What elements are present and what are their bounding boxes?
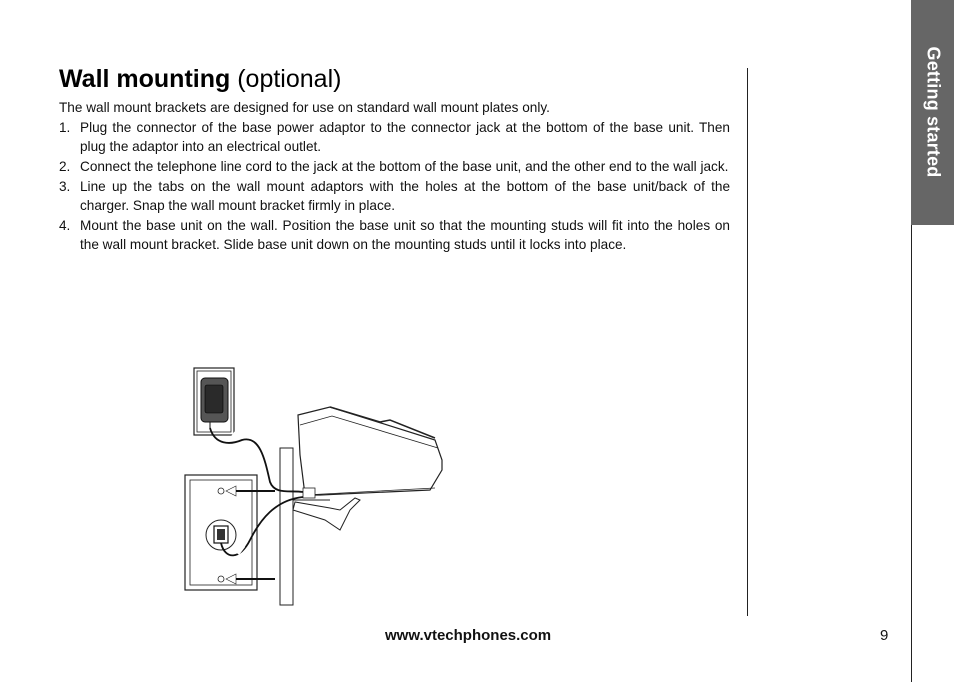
page-number: 9 [880,627,889,644]
phone-wall-jack-illustration [185,475,275,590]
step-item [59,157,730,176]
step-text: Connect the telephone line cord to the jack at the bottom of the base unit, and the other end to the wall jack. [80,159,729,174]
column-divider [747,68,748,616]
steps-list [59,118,730,255]
step-item [59,118,730,156]
page-title-suffix: (optional) [237,65,342,93]
intro-text: The wall mount brackets are designed for use on standard wall mount plates only. [59,100,550,115]
step-number: 1. [59,120,71,135]
step-item [59,216,730,254]
step-item [59,177,730,215]
step-text: Plug the connector of the base power adaptor to the connector jack at the bottom of the base unit. Then plug the adaptor into an electrical outlet. [80,120,730,154]
power-outlet-illustration [194,368,234,435]
footer-url: www.vtechphones.com [385,627,552,644]
section-tab [911,0,954,225]
page-title-main: Wall mounting [59,65,231,93]
step-number: 2. [59,159,71,174]
page-title [59,63,341,95]
step-number: 4. [59,218,71,233]
step-number: 3. [59,179,71,194]
section-tab-label: Getting started [923,46,943,178]
base-unit-illustration [298,407,442,498]
step-text: Line up the tabs on the wall mount adaptors with the holes at the bottom of the base unit/back of the charger. Snap the wall mount bracket firmly in place. [80,179,730,213]
section-edge-line [911,225,912,682]
wall-mount-illustration [180,360,450,610]
step-text: Mount the base unit on the wall. Position the base unit so that the mounting studs will fit into the holes on the wall mount bracket. Slide base unit down on the mounting studs until it locks into place. [80,218,730,252]
